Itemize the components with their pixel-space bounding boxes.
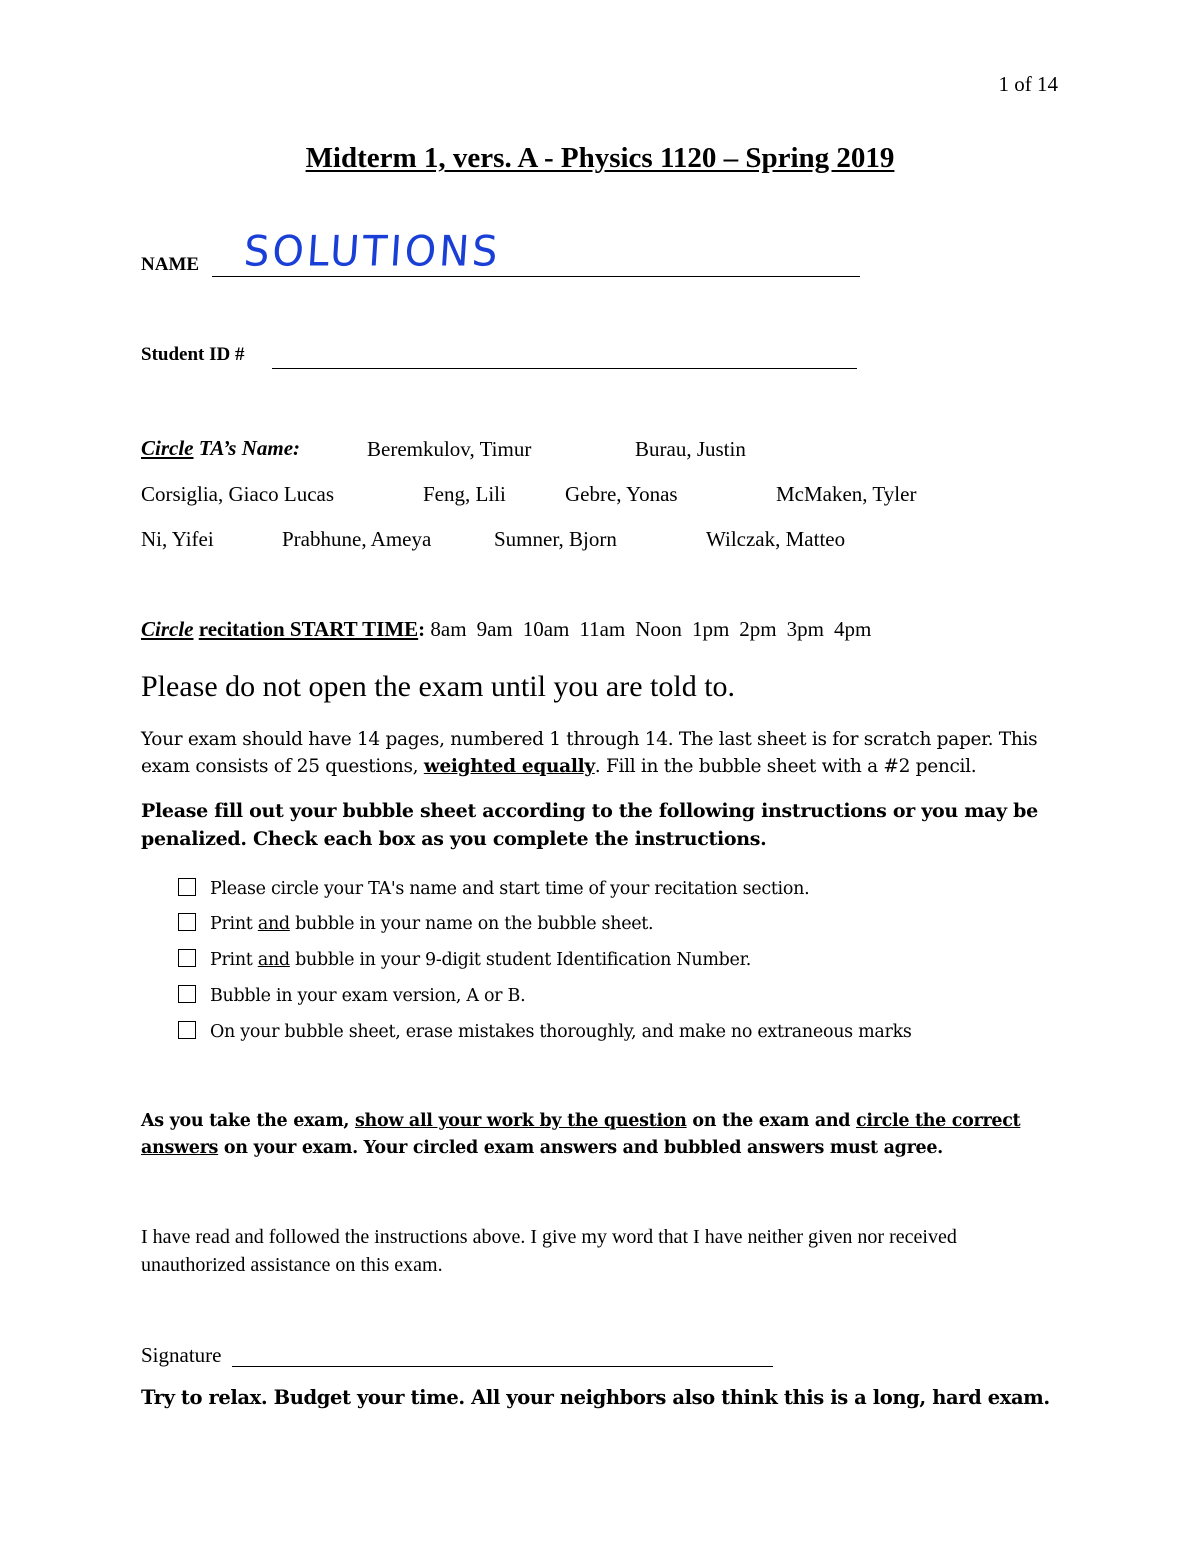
ta-name: Corsiglia, Giaco Lucas: [141, 482, 335, 506]
checklist-text: Print: [210, 950, 258, 970]
ta-heading: [141, 436, 300, 461]
student-id-label: Student ID #: [141, 344, 245, 365]
recitation-row: [141, 617, 881, 642]
checklist-item[interactable]: [178, 878, 809, 906]
honor-pledge: I have read and followed the instructions above. I give my word that I have neither given nor received unauthorized assistance on this exam.: [141, 1226, 957, 1276]
ta-name: McMaken, Tyler: [776, 482, 917, 506]
exam-info-paragraph: [141, 726, 1061, 780]
recitation-label: recitation START TIME: [198, 617, 419, 641]
checkbox[interactable]: [178, 1021, 196, 1039]
checklist-text: On your bubble sheet, erase mistakes thoroughly, and make no extraneous marks: [210, 1022, 912, 1042]
checklist-emphasis: and: [257, 914, 290, 934]
checkbox[interactable]: [178, 949, 196, 967]
recitation-time: 11am: [579, 617, 626, 641]
checkbox[interactable]: [178, 878, 196, 896]
recitation-time: 8am: [430, 617, 467, 641]
closing-remark: Try to relax. Budget your time. All your neighbors also think this is a long, hard exam.: [141, 1386, 1050, 1409]
recitation-time: Noon: [635, 617, 682, 641]
recitation-time: 9am: [476, 617, 513, 641]
checklist-text: bubble in your name on the bubble sheet.: [289, 914, 654, 934]
recitation-time: 1pm: [691, 617, 730, 641]
name-handwritten-value: SOLUTIONS: [242, 227, 503, 277]
recitation-time: 3pm: [786, 617, 824, 641]
exam-title: Midterm 1, vers. A - Physics 1120 – Spring 2019: [305, 142, 895, 174]
checklist-item[interactable]: [178, 913, 653, 941]
work-notice: [141, 1108, 1041, 1162]
recitation-time: 4pm: [833, 617, 872, 641]
ta-name: Feng, Lili: [423, 482, 506, 506]
checkbox[interactable]: [178, 913, 196, 931]
exam-info-text: Your exam should have 14 pages, numbered 1 through 14. The last sheet is for scratch paper. This exam consists of 25 questions,: [141, 729, 1038, 777]
weighted-equally-emphasis: weighted equally: [423, 756, 595, 777]
ta-name: Sumner, Bjorn: [494, 527, 617, 551]
checklist-emphasis: and: [257, 950, 290, 970]
work-notice-emphasis: circle the correct answers: [141, 1111, 1021, 1158]
recitation-colon: :: [418, 617, 426, 641]
signature-label: Signature: [141, 1343, 222, 1367]
work-notice-text: on the exam and: [686, 1111, 857, 1131]
recitation-time: 2pm: [739, 617, 777, 641]
ta-label: TA’s Name:: [198, 436, 301, 460]
fill-instructions: Please fill out your bubble sheet according to the following instructions or you may be penalized. Check each box as you complete the instructions.: [141, 800, 1038, 850]
ta-name: Wilczak, Matteo: [706, 527, 846, 551]
checklist-item[interactable]: [178, 985, 525, 1013]
checklist-item[interactable]: [178, 1021, 912, 1049]
ta-name: Beremkulov, Timur: [367, 437, 532, 461]
checkbox[interactable]: [178, 985, 196, 1003]
student-id-line: [272, 368, 857, 369]
work-notice-emphasis: show all your work by the question: [355, 1111, 687, 1131]
page-number: 1 of 14: [998, 72, 1058, 96]
recitation-circle-word: Circle: [141, 617, 194, 641]
signature-line: [232, 1366, 773, 1367]
recitation-time: 10am: [522, 617, 570, 641]
ta-name: Prabhune, Ameya: [282, 527, 432, 551]
checklist-text: Bubble in your exam version, A or B.: [210, 986, 526, 1006]
ta-name: Ni, Yifei: [141, 527, 214, 551]
do-not-open-heading: Please do not open the exam until you are told to.: [141, 670, 736, 703]
work-notice-text: on your exam. Your circled exam answers and bubbled answers must agree.: [218, 1138, 943, 1158]
checklist-text: Please circle your TA's name and start time of your recitation section.: [210, 879, 810, 899]
checklist-item[interactable]: [178, 949, 751, 977]
checklist-text: bubble in your 9-digit student Identification Number.: [289, 950, 752, 970]
ta-name: Burau, Justin: [635, 437, 746, 461]
work-notice-text: As you take the exam,: [141, 1111, 355, 1131]
ta-circle-word: Circle: [141, 436, 194, 460]
ta-name: Gebre, Yonas: [565, 482, 678, 506]
name-label: NAME: [141, 254, 200, 275]
exam-info-text-2: . Fill in the bubble sheet with a #2 pencil.: [594, 756, 977, 777]
checklist-text: Print: [210, 914, 258, 934]
